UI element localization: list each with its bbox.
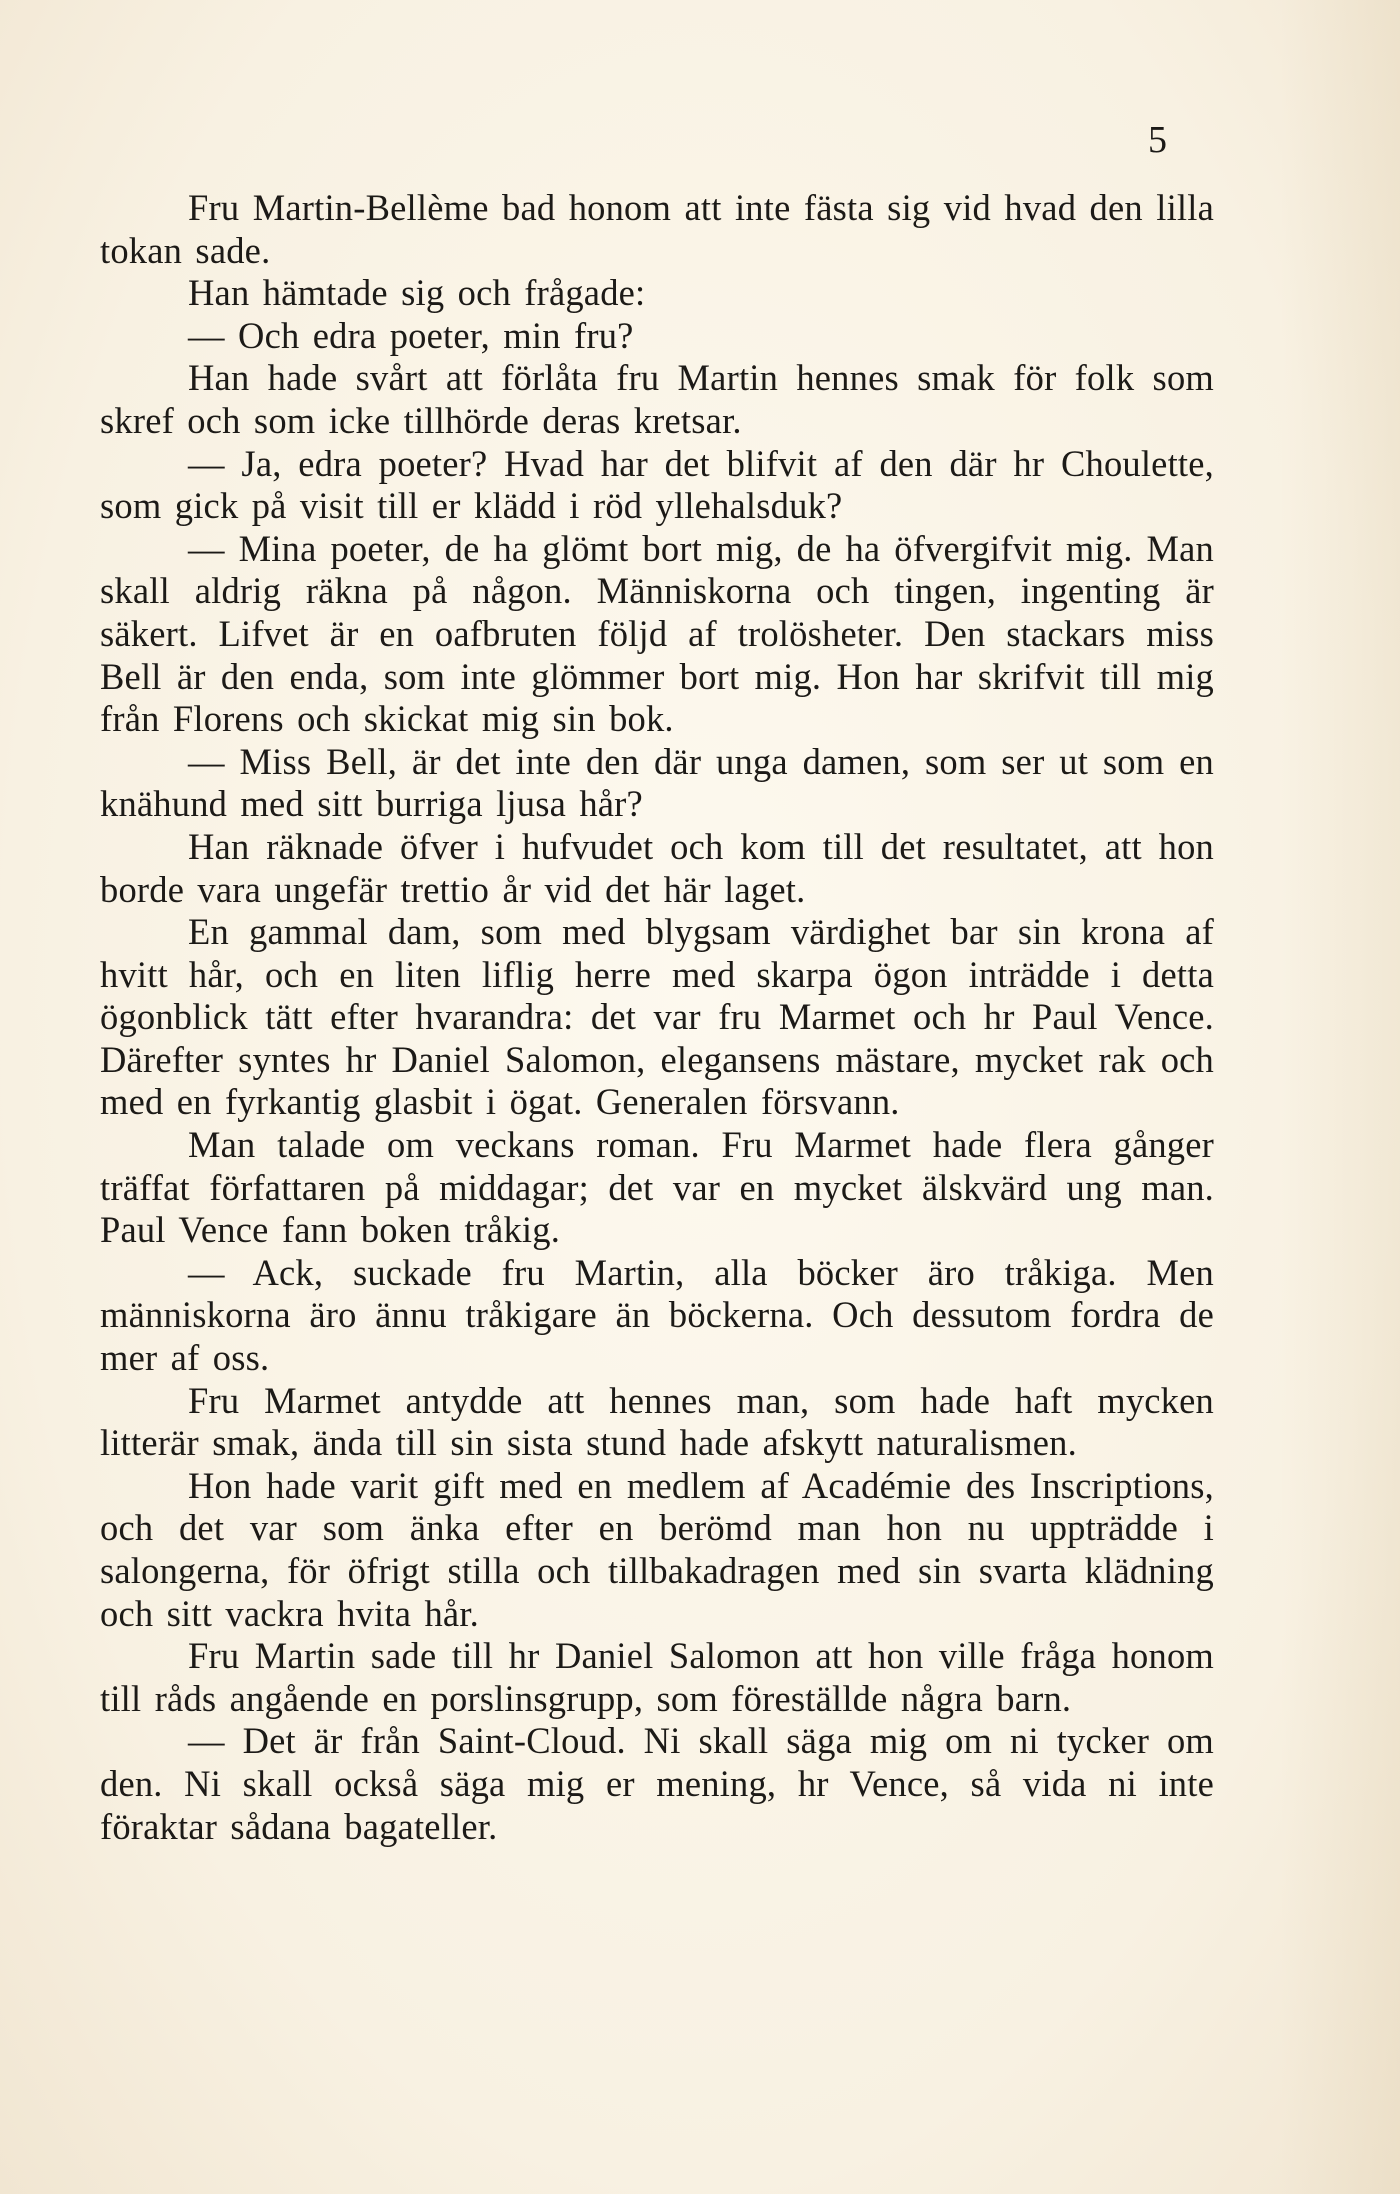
paragraph: Fru Martin-Bellème bad honom att inte fästa sig vid hvad den lilla tokan sade. (100, 187, 1214, 271)
paragraph: Man talade om veckans roman. Fru Marmet hade flera gånger träffat författaren på middagar; det var en mycket älskvärd ung man. Paul Vence fann boken tråkig. (100, 1124, 1214, 1251)
paragraph: — Och edra poeter, min fru? (188, 314, 634, 356)
paragraph: En gammal dam, som med blygsam värdighet bar sin krona af hvitt hår, och en liten liflig herre med skarpa ögon inträdde i detta ögonblick tätt efter hvarandra: det var fru Marmet och hr Paul Vence. Därefter syntes hr Daniel Salomon, elegansens mästare, mycket rak och med en fyrkantig glasbit i ögat. Generalen försvann. (100, 911, 1214, 1123)
body-text (100, 187, 1214, 1848)
paper-shading (1280, 0, 1400, 2194)
paragraph: — Ack, suckade fru Martin, alla böcker äro tråkiga. Men människorna äro ännu tråkigare än böckerna. Och dessutom fordra de mer af oss. (100, 1251, 1214, 1379)
paragraph: Han räknade öfver i hufvudet och kom till det resultatet, att hon borde vara ungefär trettio år vid det här laget. (100, 825, 1214, 910)
paragraph: Han hade svårt att förlåta fru Martin hennes smak för folk som skref och som icke tillhörde deras kretsar. (100, 357, 1214, 441)
paragraph: Hon hade varit gift med en medlem af Académie des Inscriptions, och det var som änka efter en berömd man hon nu uppträdde i salongerna, för öfrigt stilla och tillbakadragen med sin svarta klädning och sitt vackra hvita hår. (100, 1464, 1214, 1634)
paragraph: — Mina poeter, de ha glömt bort mig, de ha öfvergifvit mig. Man skall aldrig räkna på någon. Människorna och tingen, ingenting är säkert. Lifvet är en oafbruten följd af trolösheter. Den stackars miss Bell är den enda, som inte glömmer bort mig. Hon har skrifvit till mig från Florens och skickat mig sin bok. (100, 527, 1214, 740)
paragraph: Han hämtade sig och frågade: (188, 272, 646, 314)
page-number: 5 (1148, 119, 1167, 161)
paragraph: Fru Martin sade till hr Daniel Salomon att hon ville fråga honom till råds angående en porslinsgrupp, som föreställde några barn. (100, 1635, 1214, 1719)
paragraph: — Ja, edra poeter? Hvad har det blifvit af den där hr Choulette, som gick på visit till er klädd i röd yllehalsduk? (100, 442, 1214, 527)
paragraph: Fru Marmet antydde att hennes man, som hade haft mycken litterär smak, ända till sin sista stund hade afskytt naturalismen. (100, 1379, 1214, 1464)
paragraph: — Miss Bell, är det inte den där unga damen, som ser ut som en knähund med sitt burriga ljusa hår? (100, 740, 1214, 825)
paragraph: — Det är från Saint-Cloud. Ni skall säga mig om ni tycker om den. Ni skall också säga mig er mening, hr Vence, så vida ni inte föraktar sådana bagateller. (100, 1720, 1214, 1847)
